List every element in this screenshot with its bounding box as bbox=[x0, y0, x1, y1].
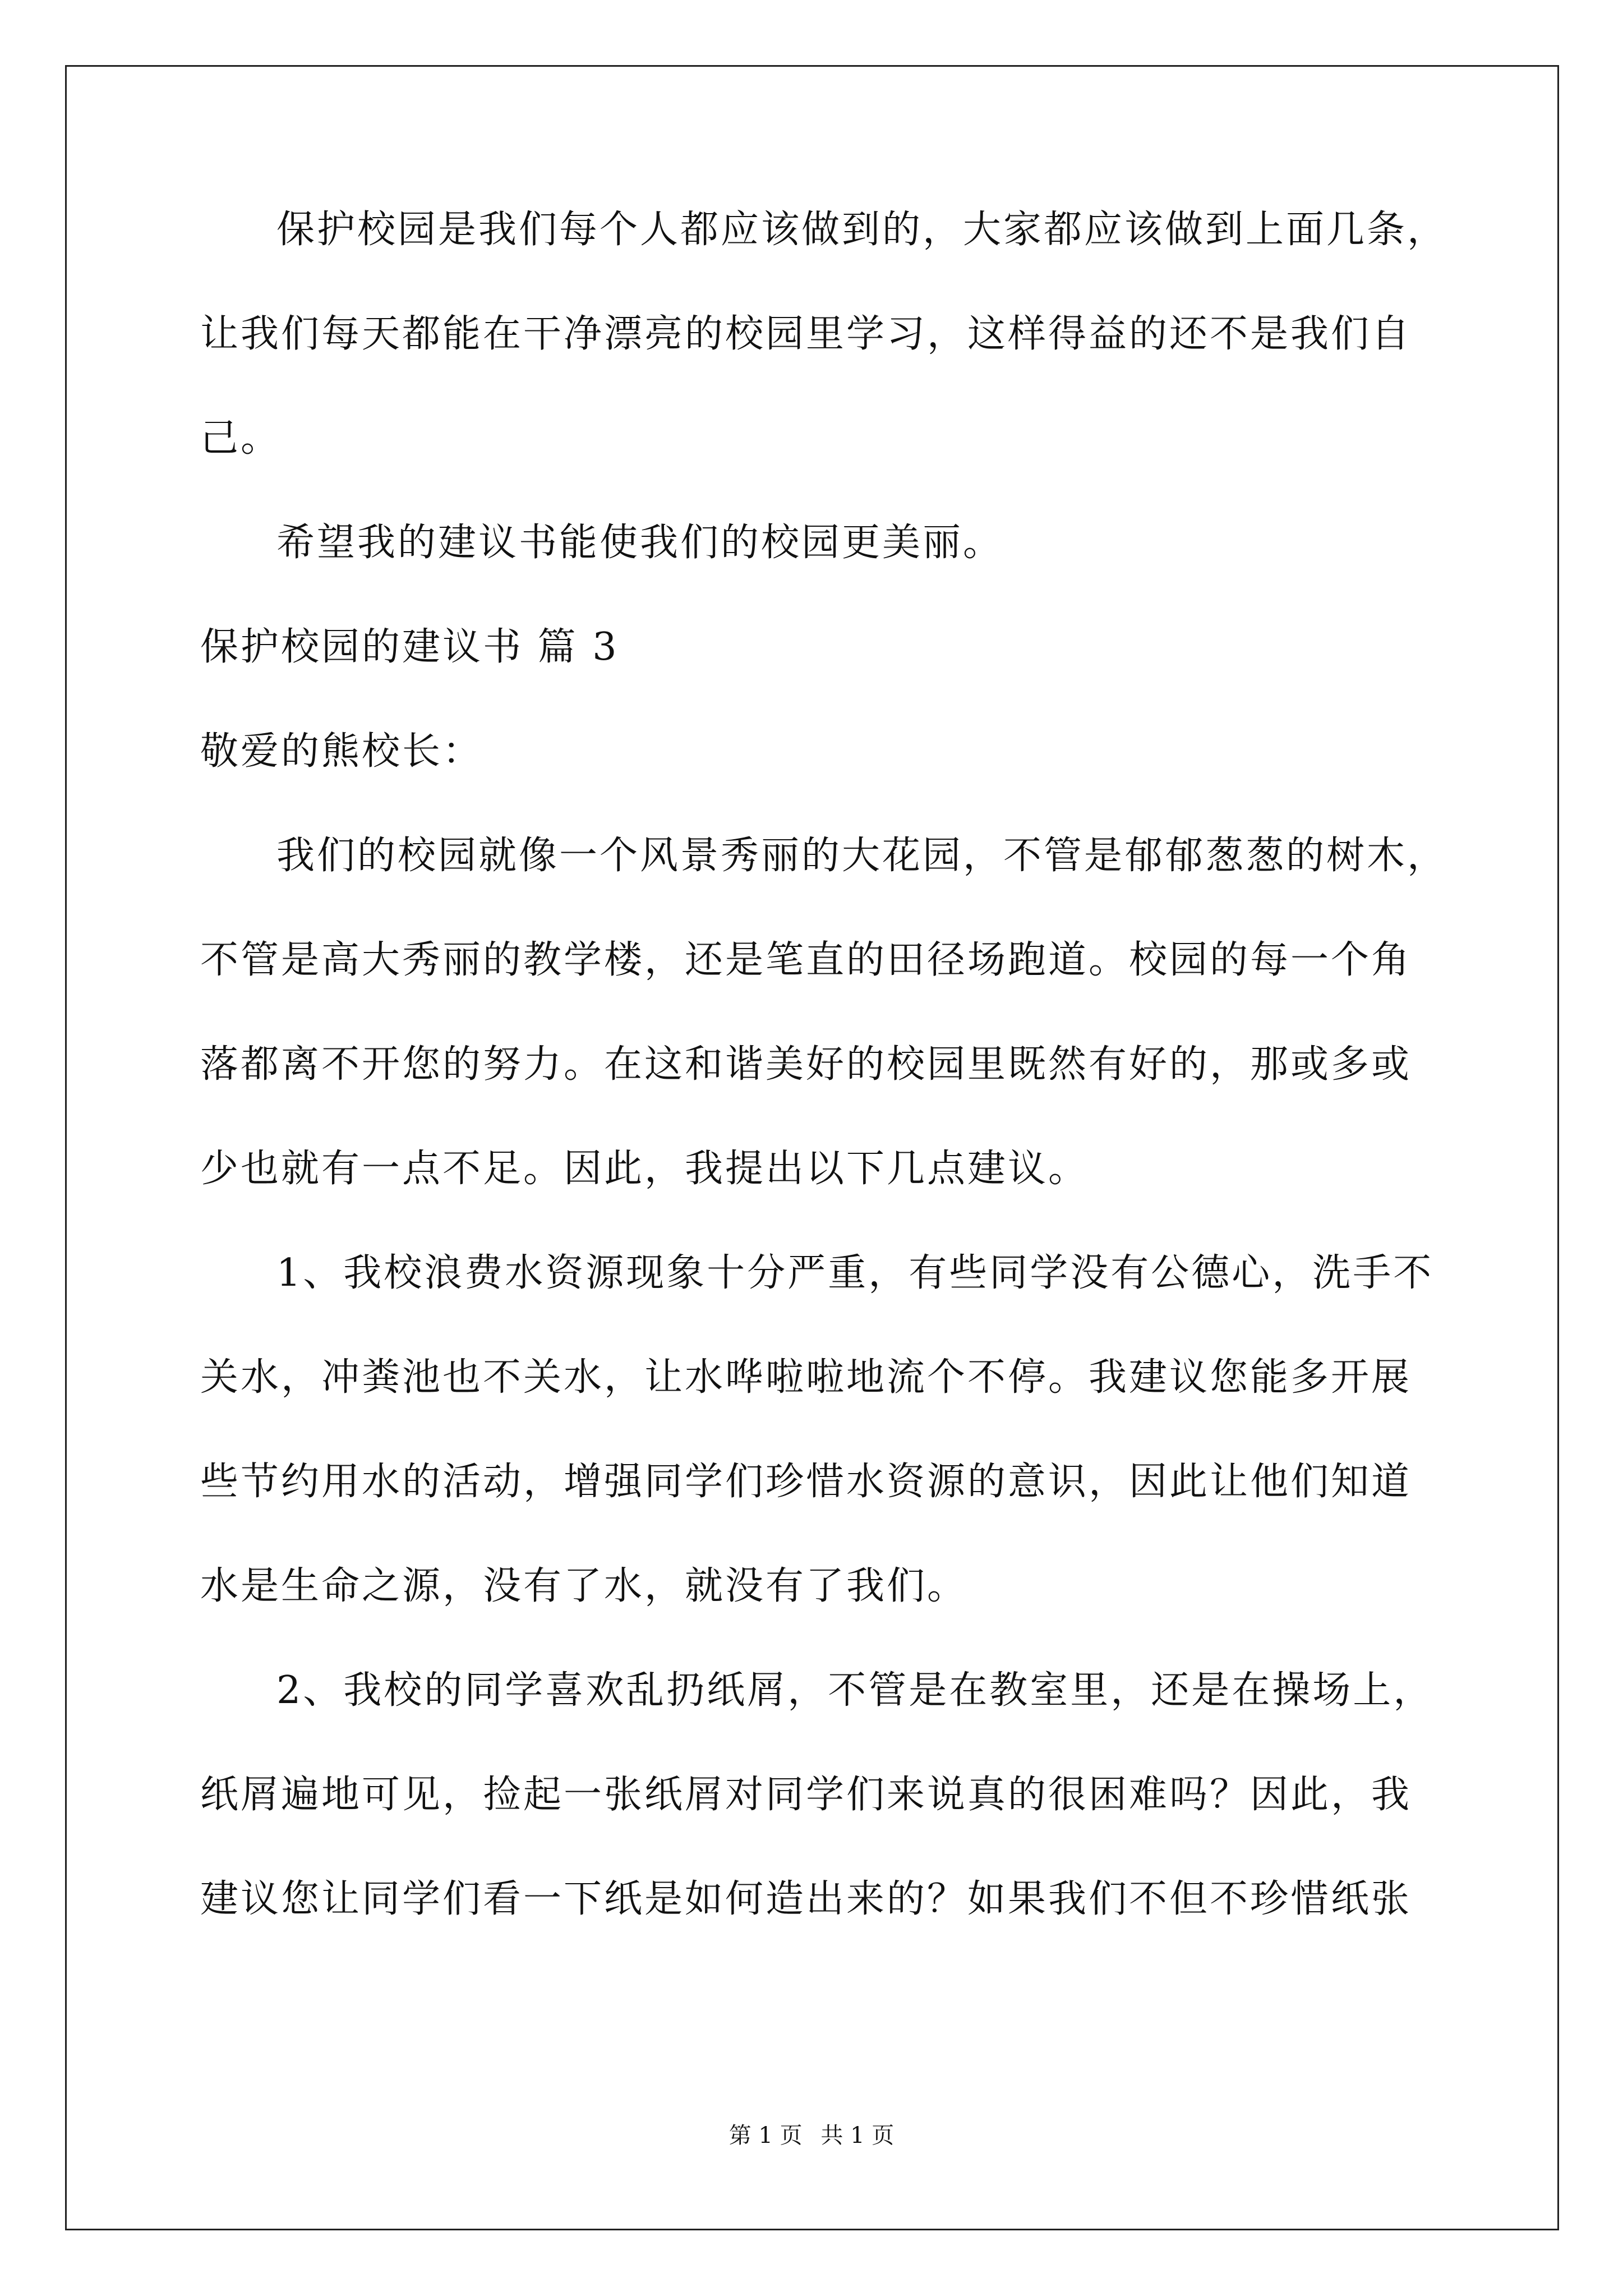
text-line: 关水，冲粪池也不关水，让水哗啦啦地流个不停。我建议您能多开展 bbox=[200, 1355, 1412, 1400]
text-line: 2、我校的同学喜欢乱扔纸屑，不管是在教室里，还是在操场上， bbox=[276, 1668, 1434, 1713]
page-total: 共 1 页 bbox=[820, 2123, 895, 2148]
text-line: 少也就有一点不足。因此，我提出以下几点建议。 bbox=[200, 1147, 1089, 1191]
text-line: 建议您让同学们看一下纸是如何造出来的？如果我们不但不珍惜纸张 bbox=[200, 1877, 1412, 1921]
text-line: 保护校园是我们每个人都应该做到的，大家都应该做到上面几条， bbox=[276, 208, 1448, 252]
text-line: 我们的校园就像一个风景秀丽的大花园，不管是郁郁葱葱的树木， bbox=[276, 834, 1448, 878]
text-line: 水是生命之源，没有了水，就没有了我们。 bbox=[200, 1564, 968, 1608]
text-line: 让我们每天都能在干净漂亮的校园里学习，这样得益的还不是我们自 bbox=[200, 312, 1412, 356]
text-line: 希望我的建议书能使我们的校园更美丽。 bbox=[276, 521, 1004, 565]
section-heading: 保护校园的建议书 篇 3 bbox=[200, 625, 619, 669]
document-body bbox=[200, 208, 1448, 1981]
page-number: 第 1 页 bbox=[728, 2123, 803, 2148]
text-line: 些节约用水的活动，增强同学们珍惜水资源的意识，因此让他们知道 bbox=[200, 1460, 1412, 1504]
text-line: 落都离不开您的努力。在这和谐美好的校园里既然有好的，那或多或 bbox=[200, 1042, 1412, 1087]
text-line: 己。 bbox=[200, 416, 282, 461]
page-footer bbox=[0, 2118, 1623, 2150]
text-line: 1、我校浪费水资源现象十分严重，有些同学没有公德心，洗手不 bbox=[276, 1251, 1434, 1295]
salutation: 敬爱的熊校长： bbox=[200, 729, 483, 774]
text-line: 不管是高大秀丽的教学楼，还是笔直的田径场跑道。校园的每一个角 bbox=[200, 938, 1412, 982]
text-line: 纸屑遍地可见，捡起一张纸屑对同学们来说真的很困难吗？因此，我 bbox=[200, 1773, 1412, 1817]
